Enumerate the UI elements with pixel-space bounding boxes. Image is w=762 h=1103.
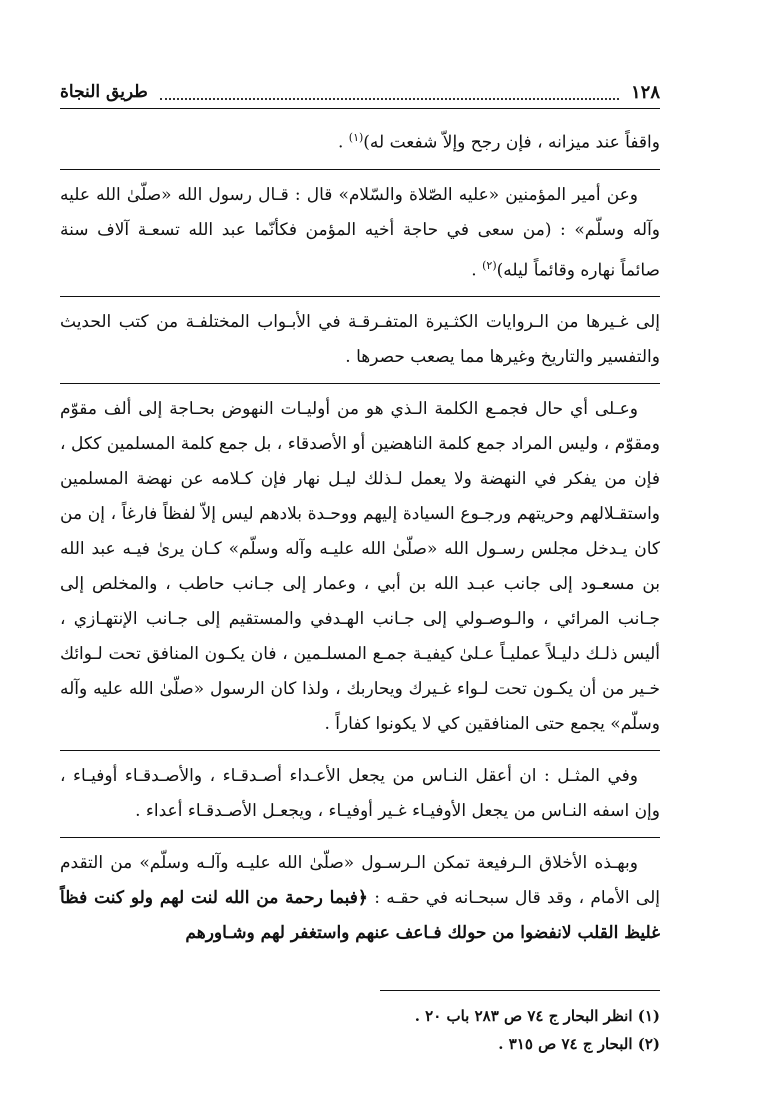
paragraph-1 — [60, 120, 660, 161]
paragraph-1-text: واقفاً عند ميزانه ، فإن رجح وإلاّ شفعت له) — [363, 132, 660, 153]
page-body — [60, 120, 660, 951]
paragraph-2-text: وعن أمير المؤمنين «عليه الصّلاة والسّلام» قال : قـال رسول الله «صلّىٰ الله عليه وآله وسلّم» : (من سعى في حاجة أخيه المؤمن فكأنّما عبد الله تسعـة آلاف سنة صائماً نهاره وقائماً ليله) — [60, 184, 660, 281]
footnote-1: (١) انظر البحار ج ٧٤ ص ٢٨٣ باب ٢٠ . — [414, 1007, 660, 1025]
running-title: طريق النجاة — [60, 82, 148, 102]
footnote-rule — [380, 990, 660, 991]
paragraph-5-text: وفي المثـل : ان أعقل النـاس من يجعل الأعـداء أصـدقـاء ، والأصـدقـاء أوفيـاء ، وإن اسفه النـاس من يجعل الأوفيـاء غـير أوفيـاء ، ويجعـل الأصـدقـاء أعداء . — [60, 766, 660, 822]
paragraph-2-tail: . — [471, 260, 483, 281]
paragraph-6-text: وبهـذه الأخلاق الـرفيعة تمكن الـرسـول «صلّىٰ الله عليـه وآلـه وسلّم» من التقدم إلى الأمام ، وقد قال سبحـانه في حقـه : — [60, 853, 660, 909]
paragraph-6 — [60, 846, 660, 951]
separator-rule — [60, 750, 660, 751]
page-number: ١٢٨ — [630, 81, 660, 103]
paragraph-5 — [60, 759, 660, 829]
separator-rule — [60, 296, 660, 297]
book-page — [60, 0, 660, 1103]
footnote-ref-2: (٢) — [482, 258, 497, 272]
page-header — [60, 76, 660, 109]
paragraph-4-text: وعـلى أي حال فجمـع الكلمة الـذي هو من أوليـات النهوض بحـاجة إلى ألف مقوّم ومقوّم ، وليس المراد جمع كلمة الناهضين أو الأصدقاء ، بل جمع كلمة المسلمين ككل ، فإن من يفكر في النهضة ولا يعمل لـذلك ليـل نهار فإن كـلامه عن نهضة المسلمين واستقـلالهم وحريتهم ورجـوع السيادة إليهم ووحـدة بلادهم ليس إلاّ لفظاً فارغاً ، إن من كان يـدخل مجلس رسـول الله «صلّىٰ الله عليـه وآله وسلّم» كـان يرىٰ فيـه عبد الله بن مسعـود إلى جانب عبـد الله بن أبي ، وعمار إلى جـانب حاطب ، والمخلص إلى جـانب المرائي ، والـوصـولي إلى جـانب الهـدفي والمستقيم إلى جـانب الإنتهـازي ، أليس ذلـك دليـلاً عمليـاً عـلىٰ كيفيـة جمـع المسلـمين ، فان يكـون المنافق تحت لـوائك خـير من أن يكـون تحت لـواء غـيرك ويحاربك ، ولذا كان الرسول «صلّىٰ الله عليه وآله وسلّم» يجمع حتى المنافقين كي لا يكونوا كفاراً . — [60, 399, 660, 735]
separator-rule — [60, 383, 660, 384]
paragraph-3-text: إلى غـيرها من الـروايات الكثـيرة المتفـرقـة في الأبـواب المختلفـة من كتب الحديث والتفسير والتاريخ وغيرها مما يصعب حصرها . — [60, 312, 660, 368]
paragraph-2 — [60, 178, 660, 289]
footnote-2: (٢) البحار ج ٧٤ ص ٣١٥ . — [498, 1035, 660, 1053]
separator-rule — [60, 837, 660, 838]
quran-verse: ﴿فبما رحمة من الله لنت لهم ولو كنت فظاً غليظ القلب لانفضوا من حولك فـاعف عنهم واستغفر لهم وشـاورهم — [60, 888, 660, 944]
paragraph-4 — [60, 392, 660, 742]
footnotes — [60, 1002, 660, 1058]
footnote-ref-1: (١) — [348, 131, 364, 144]
paragraph-3 — [60, 305, 660, 375]
separator-rule — [60, 169, 660, 170]
paragraph-1-tail: . — [337, 132, 349, 153]
header-dot-leader — [160, 84, 619, 100]
